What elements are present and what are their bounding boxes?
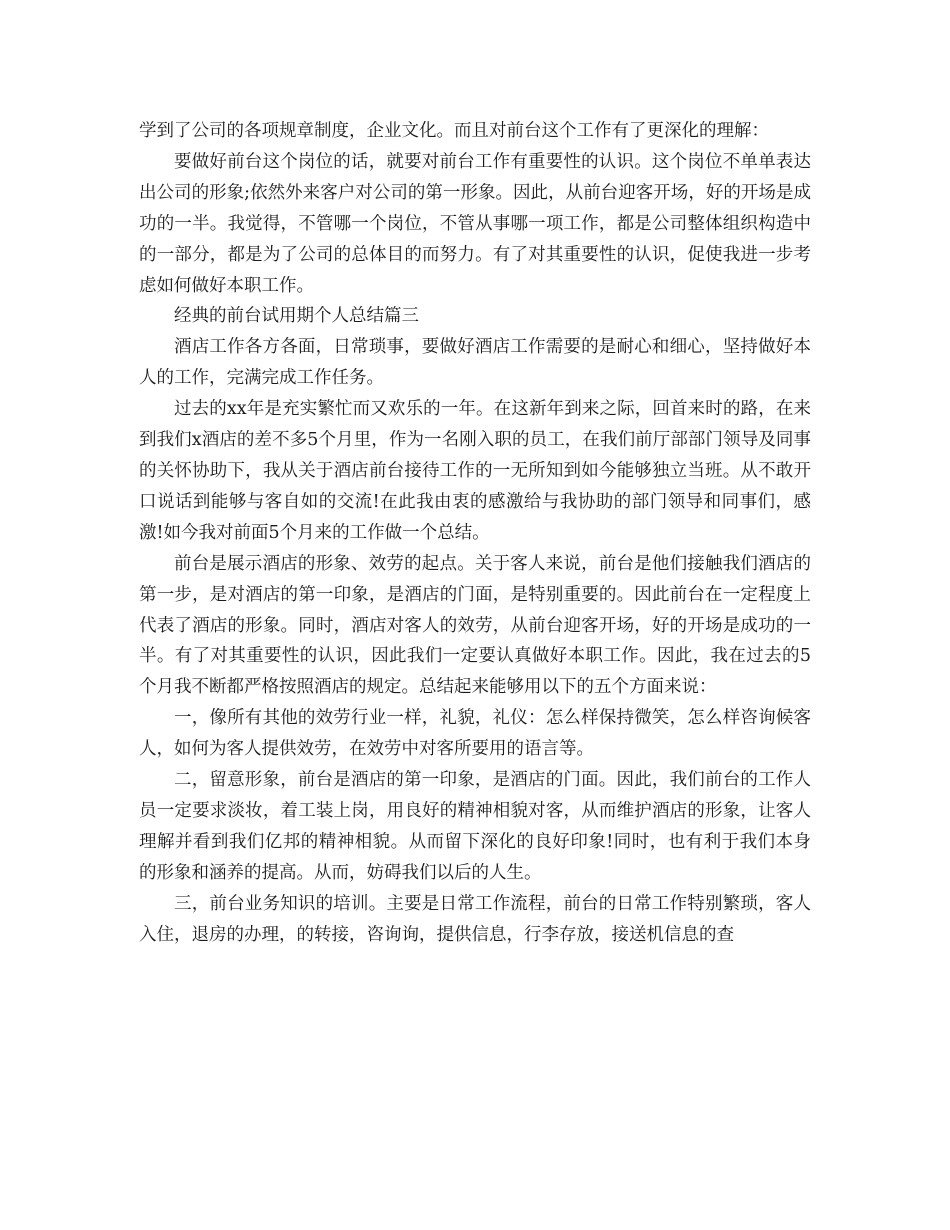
paragraph-7: 二，留意形象，前台是酒店的第一印象，是酒店的门面。因此，我们前台的工作人员一定要求淡妆，着工装上岗，用良好的精神相貌对客，从而维护酒店的形象，让客人理解并看到我们亿邦的精神相貌。从而留下深化的良好印象!同时，也有利于我们本身的形象和涵养的提高。从而，妨碍我们以后的人生。 [139,770,811,883]
paragraph-1: 学到了公司的各项规章制度，企业文化。而且对前台这个工作有了更深化的理解： [139,121,769,141]
paragraph-2: 要做好前台这个岗位的话，就要对前台工作有重要性的认识。这个岗位不单单表达出公司的形象;依然外来客户对公司的第一形象。因此，从前台迎客开场，好的开场是成功的一半。我觉得，不管哪一个岗位，不管从事哪一项工作，都是公司整体组织构造中的一部分，都是为了公司的总体目的而努力。有了对其重要性的认识，促使我进一步考虑如何做好本职工作。 [139,151,811,296]
paragraph-6: 一，像所有其他的效劳行业一样，礼貌，礼仪：怎么样保持微笑，怎么样咨询候客人，如何为客人提供效劳，在效劳中对客所要用的语言等。 [139,708,811,760]
paragraph-4: 过去的xx年是充实繁忙而又欢乐的一年。在这新年到来之际，回首来时的路，在来到我们x酒店的差不多5个月里，作为一名刚入职的员工，在我们前厅部部门领导及同事的关怀协助下，我从关于酒店前台接待工作的一无所知到如今能够独立当班。从不敢开口说话到能够与客自如的交流!在此我由衷的感激给与我协助的部门领导和同事们，感激!如今我对前面5个月来的工作做一个总结。 [139,399,811,543]
paragraph-3: 酒店工作各方各面，日常琐事，要做好酒店工作需要的是耐心和细心，坚持做好本人的工作，完满完成工作任务。 [139,337,811,389]
paragraph-5: 前台是展示酒店的形象、效劳的起点。关于客人来说，前台是他们接触我们酒店的第一步，是对酒店的第一印象，是酒店的门面，是特别重要的。因此前台在一定程度上代表了酒店的形象。同时，酒店对客人的效劳，从前台迎客开场，好的开场是成功的一半。有了对其重要性的认识，因此我们一定要认真做好本职工作。因此，我在过去的5个月我不断都严格按照酒店的规定。总结起来能够用以下的五个方面来说： [139,553,811,698]
paragraph-8: 三，前台业务知识的培训。主要是日常工作流程，前台的日常工作特别繁琐，客人入住，退房的办理，的转接，咨询询，提供信息，行李存放，接送机信息的查 [139,893,811,945]
document-body [139,116,811,950]
section-heading: 经典的前台试用期个人总结篇三 [174,306,419,327]
